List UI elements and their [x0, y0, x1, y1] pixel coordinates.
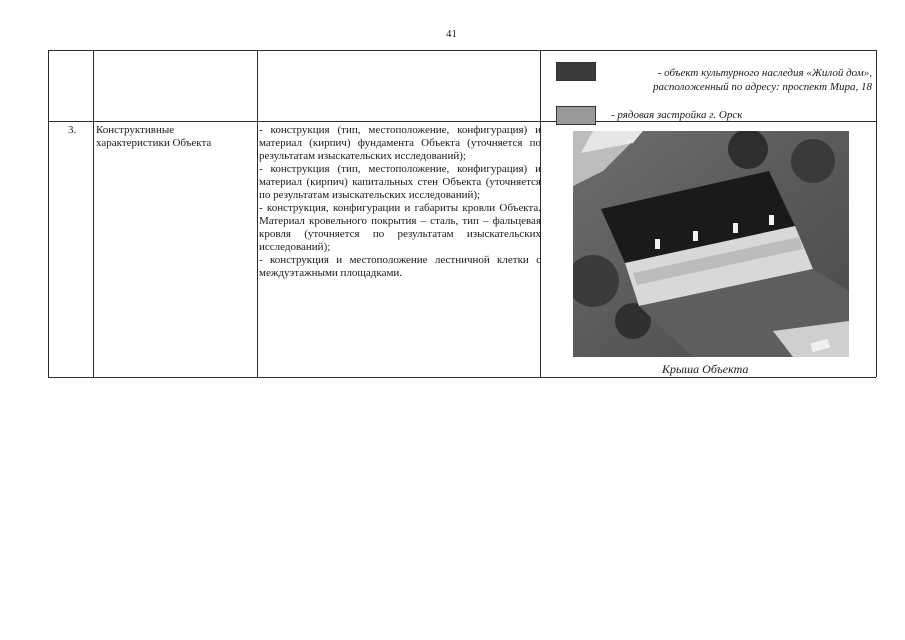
row-description — [259, 124, 541, 280]
description-item: - конструкция (тип, местоположение, конфигурация) и материал (кирпич) фундамента Объекта (уточняется по результатам изыскательских исследований); — [259, 124, 541, 162]
column-divider-2 — [257, 50, 258, 377]
table-bottom-border — [48, 377, 876, 378]
row-divider — [48, 121, 876, 122]
legend-text-heritage: - объект культурного наследия «Жилой дом», расположенный по адресу: проспект Мира, 18 — [653, 67, 872, 93]
column-divider-1 — [93, 50, 94, 377]
roof-aerial-photo — [573, 131, 849, 357]
description-item: - конструкция, конфигурации и габариты кровли Объекта. Материал кровельного покрытия – сталь, тип – фальцевая кровля (уточняется по результатам изыскательских исследований); — [259, 202, 541, 253]
table-right-border — [876, 50, 877, 377]
legend-swatch-heritage — [556, 62, 596, 81]
page-number: 41 — [446, 28, 457, 40]
legend-swatch-ordinary — [556, 106, 596, 125]
table-left-border — [48, 50, 49, 377]
legend-text-ordinary: - рядовая застройка г. Орск — [611, 109, 743, 121]
description-item: - конструкция и местоположение лестничной клетки с междуэтажными площадками. — [259, 254, 541, 279]
description-item: - конструкция (тип, местоположение, конфигурация) и материал (кирпич) капитальных стен Объекта (уточняется по результатам изыскательских исследований); — [259, 163, 541, 201]
table-top-border — [48, 50, 876, 51]
photo-caption: Крыша Объекта — [662, 362, 749, 376]
row-number: 3. — [68, 124, 77, 136]
row-name: Конструктивные характеристики Объекта — [96, 124, 212, 149]
